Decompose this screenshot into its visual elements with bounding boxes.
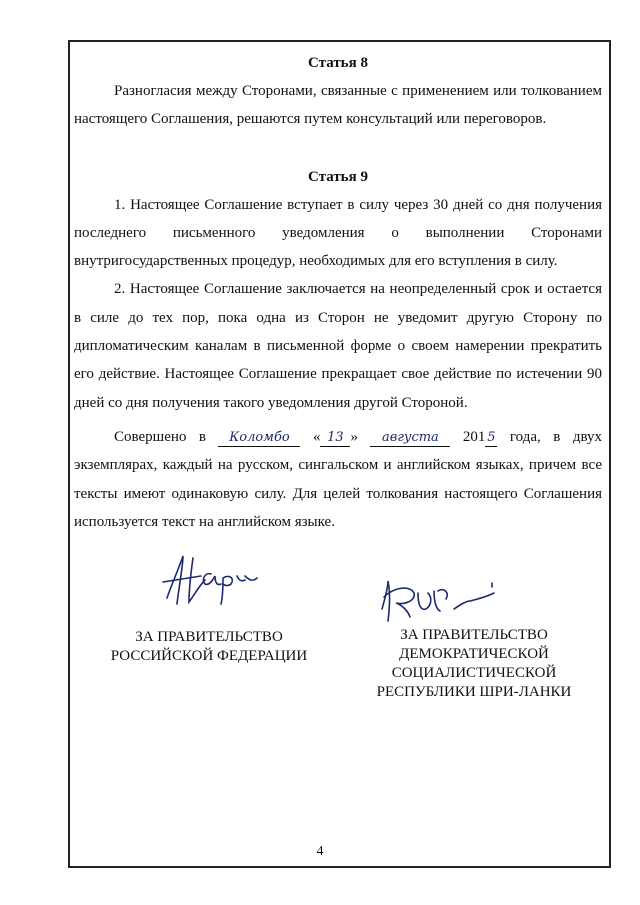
- article-9-paragraph-1: 1. Настоящее Соглашение вступает в силу через 30 дней со дня получения последнего письменного уведомления о выполнении Сторонами внутригосударственных процедур, необходимых для его вступления в силу.: [74, 196, 602, 270]
- done-rest: года, в двух экземплярах, каждый на русском, сингальском и английском языках, причем все тексты имеют одинаковую силу. Для целей толкования настоящего Соглашения используется текст на английском языке.: [74, 428, 603, 530]
- article-9-paragraph-2: 2. Настоящее Соглашение заключается на неопределенный срок и остается в силе до тех пор, пока одна из Сторон не уведомит другую Сторону по дипломатическим каналам в письменной форме о своем намерении прекратить его действие. Настоящее Соглашение прекращает свое действие по истечении 90 дней со дня получения такого уведомления другой Стороной.: [74, 281, 602, 411]
- russian-signature-image: [149, 546, 269, 616]
- day-close-quote: »: [350, 428, 358, 445]
- year-blank: [485, 429, 497, 447]
- document-body: [74, 44, 602, 536]
- caption-line: СОЦИАЛИСТИЧЕСКОЙ: [391, 665, 557, 681]
- caption-line: ЗА ПРАВИТЕЛЬСТВО: [400, 627, 548, 643]
- month-handwritten: августа: [382, 429, 439, 445]
- year-handwritten: 5: [487, 429, 496, 445]
- page-number: 4: [316, 844, 324, 859]
- place-handwritten: Коломбо: [229, 429, 290, 445]
- month-blank: [370, 429, 450, 447]
- caption-line: ЗА ПРАВИТЕЛЬСТВО: [135, 629, 283, 645]
- article-8-text: Разногласия между Сторонами, связанные с применением или толкованием настоящего Соглашения, решаются путем консультаций или переговоров.: [74, 83, 602, 128]
- signature-area: [74, 540, 602, 710]
- article-8-title: Статья 8: [308, 55, 368, 71]
- caption-line: РОССИЙСКОЙ ФЕДЕРАЦИИ: [110, 648, 308, 664]
- caption-line: РЕСПУБЛИКИ ШРИ-ЛАНКИ: [376, 684, 572, 700]
- day-blank: [320, 429, 350, 447]
- sri-lanka-signatory-caption: [354, 626, 594, 702]
- done-at-paragraph: [74, 423, 602, 536]
- year-printed: 201: [462, 428, 486, 445]
- day-handwritten: 13: [327, 429, 344, 445]
- caption-line: ДЕМОКРАТИЧЕСКОЙ: [399, 646, 549, 662]
- done-prefix: Совершено в: [114, 428, 206, 445]
- day-open-quote: «: [312, 428, 321, 445]
- russian-signatory-caption: [94, 628, 324, 666]
- place-blank: [218, 429, 300, 447]
- spacer: [74, 134, 602, 163]
- article-9-title: Статья 9: [308, 168, 368, 185]
